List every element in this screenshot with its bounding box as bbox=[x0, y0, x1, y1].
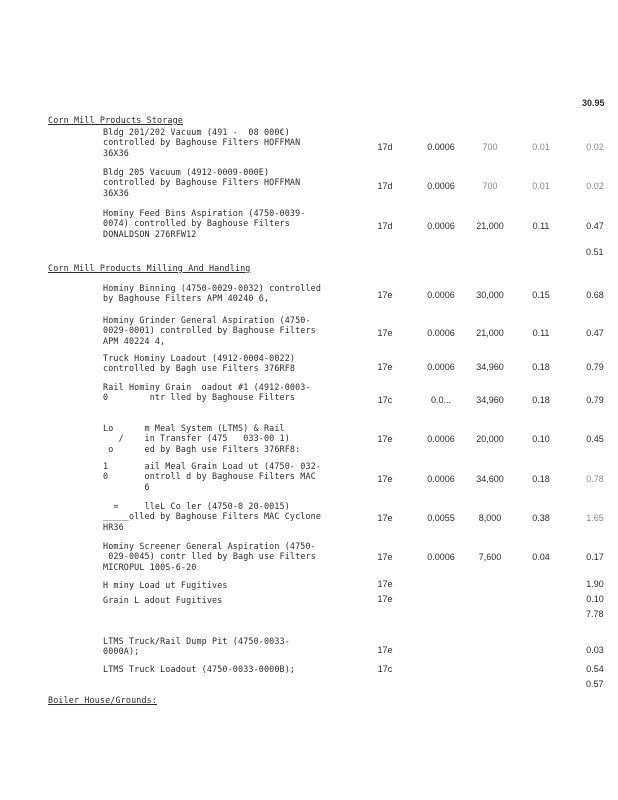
row-desc: Rail Hominy Grain oadout #1 (4912-0003- 0 ntr lled by Baghouse Filters bbox=[103, 382, 311, 403]
row-flow: 21,000 bbox=[476, 328, 504, 338]
row-tpy: 0.79 bbox=[586, 395, 604, 405]
section-subtotal: 7.78 bbox=[586, 609, 604, 619]
row-flow: 700 bbox=[482, 142, 498, 152]
row-lb-hr: 0.10 bbox=[532, 434, 550, 444]
row-lb-hr: 0.01 bbox=[532, 181, 550, 191]
row-rate: 0.0006 bbox=[427, 290, 455, 300]
row-flow: 700 bbox=[482, 181, 498, 191]
row-section-ref: 17e bbox=[377, 362, 393, 372]
row-tpy: 0.47 bbox=[586, 221, 604, 231]
row-rate: 0.0006 bbox=[427, 434, 455, 444]
row-rate: 0.0... bbox=[430, 395, 451, 405]
top-total: 30.95 bbox=[582, 98, 605, 108]
row-flow: 34,960 bbox=[476, 362, 504, 372]
row-section-ref: 17e bbox=[377, 594, 393, 604]
row-rate: 0.0006 bbox=[427, 552, 455, 562]
row-desc: Bldg 205 Vacuum (4912-0009-000E) controlled by Baghouse Filters HOFFMAN 36X36 bbox=[103, 167, 301, 198]
row-flow: 8,000 bbox=[478, 513, 502, 523]
row-desc: 1 ail Meal Grain Load ut (4750- 032- 0 ontroll d by Baghouse Filters MAC 6 bbox=[103, 461, 322, 492]
row-lb-hr: 0.11 bbox=[532, 221, 550, 231]
row-desc: Grain L adout Fugitives bbox=[103, 595, 223, 605]
row-tpy: 0.02 bbox=[586, 181, 604, 191]
row-tpy: 1.65 bbox=[586, 513, 604, 523]
row-tpy: 0.02 bbox=[586, 142, 604, 152]
row-section-ref: 17e bbox=[377, 552, 393, 562]
row-lb-hr: 0.15 bbox=[532, 290, 550, 300]
row-rate: 0.0006 bbox=[427, 181, 455, 191]
row-rate: 0.0006 bbox=[427, 362, 455, 372]
row-section-ref: 17d bbox=[377, 181, 393, 191]
row-lb-hr: 0.11 bbox=[532, 328, 550, 338]
row-tpy: 1.90 bbox=[586, 579, 604, 589]
row-rate: 0.0006 bbox=[427, 142, 455, 152]
section-heading-storage: Corn Mill Products Storage bbox=[48, 115, 183, 125]
row-rate: 0.0055 bbox=[427, 513, 455, 523]
section-subtotal: 0.57 bbox=[586, 679, 604, 689]
row-tpy: 0.79 bbox=[586, 362, 604, 372]
row-desc: Hominy Feed Bins Aspiration (4750-0039- 0074) controlled by Baghouse Filters DONALDSON 276RFW12 bbox=[103, 208, 306, 239]
row-rate: 0.0006 bbox=[427, 328, 455, 338]
row-flow: 20,000 bbox=[476, 434, 504, 444]
row-desc: Lo m Meal System (LTMS) & Rail / in Transfer (475 033-00 1) o ed by Bagh use Filters 376RF8: bbox=[103, 423, 301, 454]
row-desc: Truck Hominy Loadout (4912-0004-0022) controlled by Bagh use Filters 376RF8 bbox=[103, 353, 296, 374]
row-desc: Hominy Screener General Aspiration (4750- 029-0045) contr lled by Bagh use Filters MICROPUL 100S-6-20 bbox=[103, 541, 316, 572]
row-desc: LTMS Truck Loadout (4750-0033-0000B); bbox=[103, 664, 296, 674]
row-flow: 21,000 bbox=[476, 221, 504, 231]
row-lb-hr: 0.01 bbox=[532, 142, 550, 152]
row-rate: 0.0006 bbox=[427, 221, 455, 231]
row-desc: = lleL Co ler (4750-0 20-0015) _____olled by Baghouse Filters MAC Cyclone HR36 bbox=[103, 501, 322, 532]
row-section-ref: 17e bbox=[377, 290, 393, 300]
row-tpy: 0.45 bbox=[586, 434, 604, 444]
row-lb-hr: 0.18 bbox=[532, 362, 550, 372]
section-subtotal: 0.51 bbox=[586, 247, 604, 257]
row-lb-hr: 0.18 bbox=[532, 474, 550, 484]
row-desc: H miny Load ut Fugitives bbox=[103, 580, 228, 590]
row-lb-hr: 0.38 bbox=[532, 513, 550, 523]
row-flow: 34,600 bbox=[476, 474, 504, 484]
row-desc: Hominy Grinder General Aspiration (4750- 0029-0001) controlled by Baghouse Filters APM 40224 4, bbox=[103, 315, 316, 346]
row-flow: 34,960 bbox=[476, 395, 504, 405]
row-section-ref: 17c bbox=[377, 664, 393, 674]
row-section-ref: 17d bbox=[377, 221, 393, 231]
row-desc: LTMS Truck/Rail Dump Pit (4750-0033- 0000A); bbox=[103, 636, 290, 657]
row-section-ref: 17e bbox=[377, 579, 393, 589]
row-section-ref: 17e bbox=[377, 513, 393, 523]
row-desc: Hominy Binning (4750-0029-0032) controlled by Baghouse Filters APM 40240 6, bbox=[103, 283, 322, 304]
row-desc: Bldg 201/202 Vacuum (491 - 08 000€) controlled by Baghouse Filters HOFFMAN 36X36 bbox=[103, 127, 301, 158]
row-section-ref: 17c bbox=[377, 395, 393, 405]
row-lb-hr: 0.04 bbox=[532, 552, 550, 562]
row-rate: 0.0006 bbox=[427, 474, 455, 484]
row-section-ref: 17e bbox=[377, 328, 393, 338]
row-tpy: 0.03 bbox=[586, 645, 604, 655]
row-tpy: 0.17 bbox=[586, 552, 604, 562]
row-tpy: 0.78 bbox=[586, 474, 604, 484]
row-tpy: 0.68 bbox=[586, 290, 604, 300]
row-flow: 30,000 bbox=[476, 290, 504, 300]
row-lb-hr: 0.18 bbox=[532, 395, 550, 405]
row-section-ref: 17e bbox=[377, 645, 393, 655]
row-section-ref: 17d bbox=[377, 142, 393, 152]
row-flow: 7,600 bbox=[478, 552, 502, 562]
row-tpy: 0.47 bbox=[586, 328, 604, 338]
row-section-ref: 17e bbox=[377, 434, 393, 444]
row-section-ref: 17e bbox=[377, 474, 393, 484]
section-heading-milling: Corn Mill Products Milling And Handling bbox=[48, 263, 251, 273]
row-tpy: 0.10 bbox=[586, 594, 604, 604]
row-tpy: 0.54 bbox=[586, 664, 604, 674]
section-heading-boiler: Boiler House/Grounds: bbox=[48, 695, 158, 705]
